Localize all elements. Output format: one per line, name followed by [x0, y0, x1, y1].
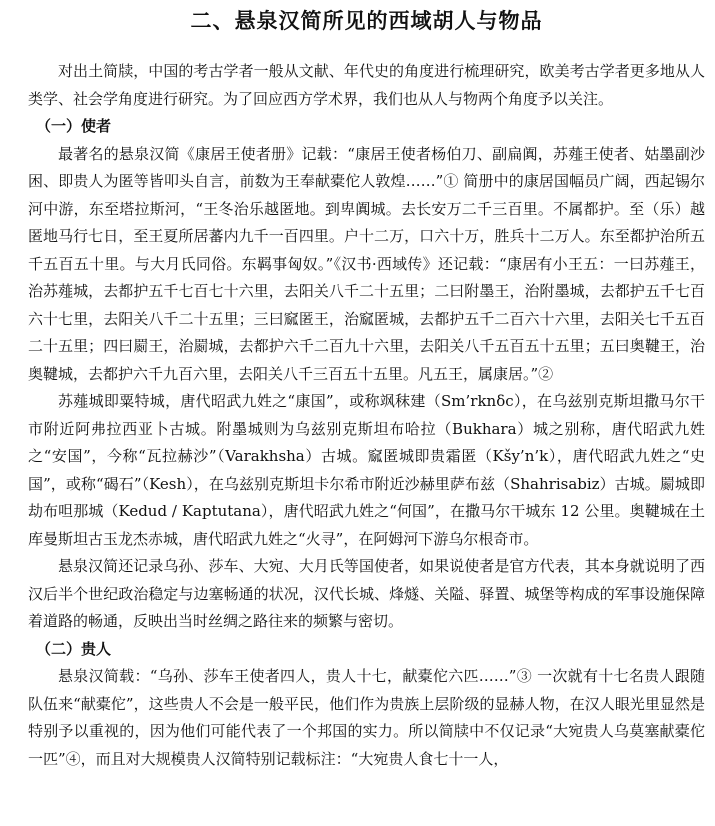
- section-heading-nobles: （二）贵人: [36, 639, 112, 658]
- section-heading-envoys: （一）使者: [36, 117, 112, 135]
- envoys-paragraph-2: 苏薤城即粟特城，唐代昭武九姓之“康国”，或称飒秣建（Sm’rknδc），在乌兹别克斯坦撒马尔干市附近阿弗拉西亚卜古城。附墨城则为乌兹别克斯坦布哈拉（Bukhara）城之别称，唐代昭武九姓之“安国”，今称“瓦拉赫沙”（Varakhsha）古城。窳匿城即贵霜匿（Kšy’n’k），唐代昭武九姓之“史国”，或称“碣石”（Kesh），在乌兹别克斯坦卡尔希市附近沙赫里萨布兹（Shahrisabiz）古城。罽城即劫布呾那城（Kedud / Kaptutana），唐代昭武九姓之“何国”，在撒马尔干城东 12 公里。奥鞬城在土库曼斯坦古玉龙杰赤城，唐代昭武九姓之“火寻”，在阿姆河下游乌尔根奇市。: [28, 392, 705, 548]
- intro-paragraph: 对出土简牍，中国的考古学者一般从文献、年代史的角度进行梳理研究，欧美考古学者更多地从人类学、社会学角度进行研究。为了回应西方学术界，我们也从人与物两个角度予以关注。: [28, 62, 705, 108]
- envoys-paragraph-1: 最著名的悬泉汉简《康居王使者册》记载：“康居王使者杨伯刀、副扁阗，苏薤王使者、姑墨副沙困、即贵人为匿等皆叩头自言，前数为王奉献橐佗人敦煌……”① 简册中的康居国幅员广阔，西起锡尔河中游，东至塔拉斯河，“王冬治乐越匿地。到卑阗城。去长安万二千三百里。不属都护。至（乐）越匿地马行七日，至王夏所居蕃内九千一百四里。户十二万，口六十万，胜兵十二万人。东至都护治所五千五百五十里。与大月氏同俗。东羁事匈奴。”《汉书·西域传》还记载：“康居有小王五：一曰苏薤王，治苏薤城，去都护五千七百七十六里，去阳关八千二十五里；二曰附墨王，治附墨城，去都护五千七百六十七里，去阳关八千二十五里；三曰窳匿王，治窳匿城，去都护五千二百六十六里，去阳关七千五百二十五里；四曰罽王，治罽城，去都护六千二百九十六里，去阳关八千五百五十五里；五曰奥鞬王，治奥鞬城，去都护六千九百六里，去阳关八千三百五十五里。凡五王，属康居。”②: [28, 144, 705, 383]
- envoys-paragraph-3: 悬泉汉简还记录乌孙、莎车、大宛、大月氏等国使者，如果说使者是官方代表，其本身就说明了西汉后半个世纪政治稳定与边塞畅通的状况，汉代长城、烽燧、关隘、驿置、城堡等构成的军事设施保障着道路的畅通，反映出当时丝绸之路往来的频繁与密切。: [28, 557, 705, 630]
- page-title: 二、悬泉汉简所见的西域胡人与物品: [190, 8, 543, 33]
- nobles-paragraph-1: 悬泉汉简载：“乌孙、莎车王使者四人，贵人十七，献橐佗六匹……”③ 一次就有十七名贵人跟随队伍来“献橐佗”，这些贵人不会是一般平民，他们作为贵族上层阶级的显赫人物，在汉人眼光里显然是特别予以重视的，因为他们可能代表了一个邦国的实力。所以简牍中不仅记录“大宛贵人乌莫塞献橐佗一匹”④，而且对大规模贵人汉简特别记载标注：“大宛贵人食七十一人，: [28, 667, 705, 768]
